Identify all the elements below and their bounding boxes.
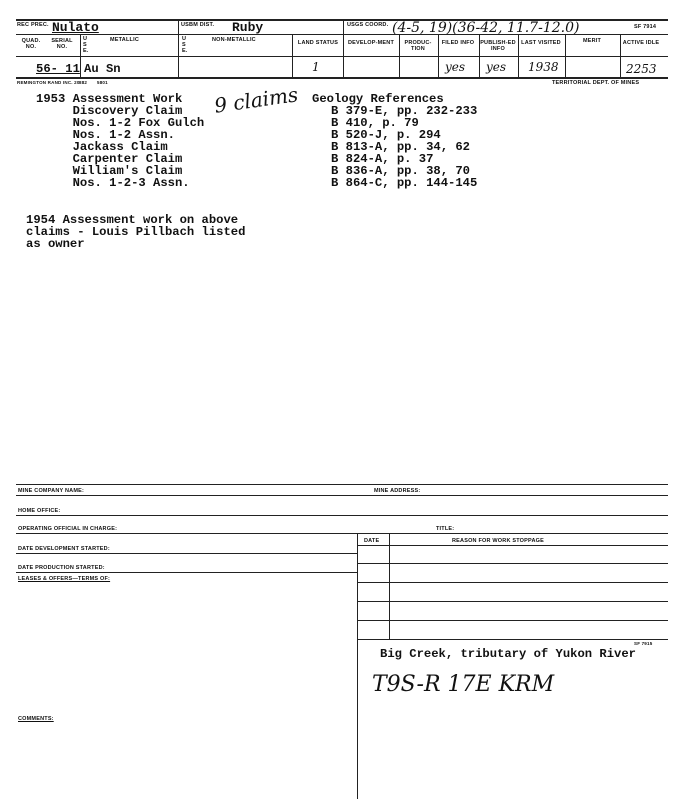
reason-column-label: REASON FOR WORK STOPPAGE — [452, 538, 544, 544]
col-nonmetallic-s: S — [182, 42, 186, 48]
assessment-line: Carpenter Claim — [36, 152, 183, 166]
assessment-line: Jackass Claim — [36, 140, 168, 154]
mine-company-name-label: MINE COMPANY NAME: — [18, 488, 85, 494]
leases-offers-label: LEASES & OFFERS—TERMS OF: — [18, 576, 111, 582]
col-serial-no: SERIAL NO. — [51, 38, 73, 50]
geology-references-title: Geology References — [312, 92, 444, 106]
handwritten-claims-note: 9 claims — [212, 82, 300, 118]
assessment-line: William's Claim — [36, 164, 183, 178]
col-merit: MERIT — [582, 38, 602, 44]
col-metallic: METALLIC — [110, 37, 139, 43]
col-metallic-e: E. — [83, 48, 89, 54]
col-filed-info: FILED INFO — [441, 40, 475, 46]
col-development: DEVELOP-MENT — [347, 40, 395, 46]
usgs-coord-label: USGS COORD. — [347, 22, 389, 28]
reference-line: B 824-A, p. 37 — [331, 152, 434, 166]
usbm-dist-label: USBM DIST. — [181, 22, 215, 28]
col-published-info: PUBLISH-ED INFO — [480, 40, 516, 52]
col-metallic-u: U — [83, 36, 88, 42]
rec-prec-value: Nulato — [52, 20, 99, 35]
form-number-top: SF 7914 — [634, 24, 657, 30]
assessment-line: 1953 Assessment Work — [36, 92, 183, 106]
location-typed: Big Creek, tributary of Yukon River — [380, 647, 636, 661]
col-nonmetallic-e: E. — [182, 48, 188, 54]
note-line: claims - Louis Pillbach listed — [26, 225, 246, 239]
assessment-1953-list — [36, 93, 204, 189]
col-nonmetallic-u: U — [182, 36, 187, 42]
note-line: as owner — [26, 237, 85, 251]
reference-line: B 520-J, p. 294 — [331, 128, 441, 142]
note-line: 1954 Assessment work on above — [26, 213, 239, 227]
usbm-dist-value: Ruby — [232, 20, 264, 35]
col-quad-no: QUAD. NO. — [21, 38, 41, 50]
title-label: TITLE: — [436, 526, 455, 532]
row-metallic: Au Sn — [84, 62, 121, 76]
mine-address-label: MINE ADDRESS: — [374, 488, 421, 494]
geology-references-list — [331, 105, 477, 189]
operating-official-label: OPERATING OFFICIAL IN CHARGE: — [18, 526, 118, 532]
comments-label: COMMENTS: — [18, 716, 54, 722]
col-land-status: LAND STATUS — [297, 40, 339, 46]
dept-name: TERRITORIAL DEPT. OF MINES — [552, 80, 640, 86]
printer-code-2: 5801 — [97, 80, 108, 85]
row-published-info: yes — [486, 60, 507, 74]
reference-line: B 836-A, pp. 38, 70 — [331, 164, 470, 178]
reference-line: B 410, p. 79 — [331, 116, 419, 130]
reference-line: B 813-A, pp. 34, 62 — [331, 140, 470, 154]
col-metallic-s: S — [83, 42, 87, 48]
date-column-label: DATE — [364, 538, 380, 544]
printer-credit: REMINGTON RAND INC. 20 — [17, 80, 80, 85]
row-filed-info: yes — [445, 60, 466, 74]
assessment-line: Nos. 1-2 Assn. — [36, 128, 175, 142]
form-number-bottom: SF 7915 — [634, 641, 653, 646]
date-production-started-label: DATE PRODUCTION STARTED: — [18, 565, 105, 571]
col-last-visited: LAST VISITED — [521, 40, 561, 46]
col-active-idle: ACTIVE IDLE — [622, 40, 660, 46]
assessment-line: Nos. 1-2 Fox Gulch — [36, 116, 205, 130]
assessment-line: Discovery Claim — [36, 104, 183, 118]
usgs-coord-value: (4-5, 19)(36-42, 11.7-12.0) — [392, 20, 580, 36]
row-quad-serial: 56- 11 — [36, 62, 80, 76]
row-land-status: 1 — [312, 60, 320, 74]
assessment-1954-note — [26, 214, 245, 250]
col-production: PRODUC-TION — [404, 40, 432, 52]
home-office-label: HOME OFFICE: — [18, 508, 61, 514]
location-handwritten: T9S-R 17E KRM — [372, 672, 555, 697]
reference-line: B 864-C, pp. 144-145 — [331, 176, 478, 190]
rec-prec-label: REC PREC. — [17, 22, 49, 28]
reference-line: B 379-E, pp. 232-233 — [331, 104, 478, 118]
row-active-idle: 2253 — [626, 62, 657, 76]
row-last-visited: 1938 — [528, 60, 559, 74]
col-nonmetallic: NON-METALLIC — [212, 37, 256, 43]
assessment-line: Nos. 1-2-3 Assn. — [36, 176, 190, 190]
date-development-started-label: DATE DEVELOPMENT STARTED: — [18, 546, 110, 552]
printer-code-1: 882 — [79, 80, 88, 85]
